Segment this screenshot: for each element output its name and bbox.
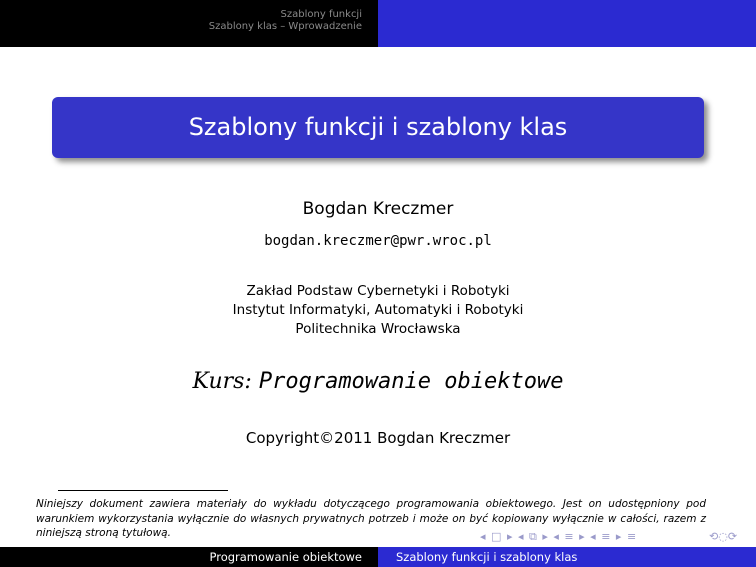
- align-icon[interactable]: ≡: [626, 530, 638, 543]
- next-doc-icon[interactable]: ▸: [615, 530, 623, 543]
- course-prefix: Kurs:: [192, 369, 252, 394]
- header-section[interactable]: Szablony funkcji: [280, 9, 362, 20]
- footnote-text: Niniejszy dokument zawiera materiały do wykładu dotyczącego programowania obiektowego. Jest on udostępniony pod warunkiem wykorzystania wyłącznie do własnych prywatnych potrzeb i może on być kopiowany wyłącznie w całości, razem z niniejszą stroną tytułową.: [36, 498, 706, 539]
- header-left: [0, 0, 378, 47]
- prev-doc-icon[interactable]: ◂: [590, 530, 597, 543]
- nav-next-icon[interactable]: ▸: [506, 530, 514, 543]
- institute-line-1: Zakład Podstaw Cybernetyki i Robotyki: [246, 283, 510, 299]
- first-frame-icon[interactable]: ◂: [480, 530, 487, 543]
- doc-icon[interactable]: ≡: [601, 530, 612, 543]
- footer-course: Programowanie obiektowe: [0, 547, 378, 567]
- presentation-title: Szablony funkcji i szablony klas: [188, 113, 568, 141]
- footer-bar: [0, 547, 756, 567]
- course-line: [0, 369, 756, 394]
- frame-icon[interactable]: □: [491, 530, 503, 543]
- header-subsection[interactable]: Szablony klas – Wprowadzenie: [208, 21, 362, 32]
- navigation-symbols: [480, 530, 637, 544]
- prev-section-icon[interactable]: ◂: [553, 530, 560, 543]
- title-box: [52, 97, 704, 158]
- author-email: bogdan.kreczmer@pwr.wroc.pl: [264, 233, 492, 249]
- next-section-icon[interactable]: ▸: [579, 530, 586, 543]
- header-right: [378, 0, 756, 47]
- footnote-rule: [58, 490, 228, 491]
- subsection-icon[interactable]: ⧉: [529, 530, 538, 543]
- prev-subsection-icon[interactable]: ◂: [517, 530, 525, 543]
- institute-line-2: Instytut Informatyki, Automatyki i Robotyki: [232, 302, 524, 318]
- course-name: Programowanie obiektowe: [258, 369, 564, 394]
- author-name: Bogdan Kreczmer: [302, 199, 454, 219]
- next-subsection-icon[interactable]: ▸: [542, 530, 549, 543]
- institute-line-3: Politechnika Wrocławska: [295, 321, 461, 337]
- search-icon[interactable]: ⟲◌⟳: [709, 530, 738, 543]
- copyright-notice: Copyright©2011 Bogdan Kreczmer: [245, 429, 511, 447]
- footer-title: Szablony funkcji i szablony klas: [378, 547, 756, 567]
- header-bar: [0, 0, 756, 47]
- section-icon[interactable]: ≡: [564, 530, 575, 543]
